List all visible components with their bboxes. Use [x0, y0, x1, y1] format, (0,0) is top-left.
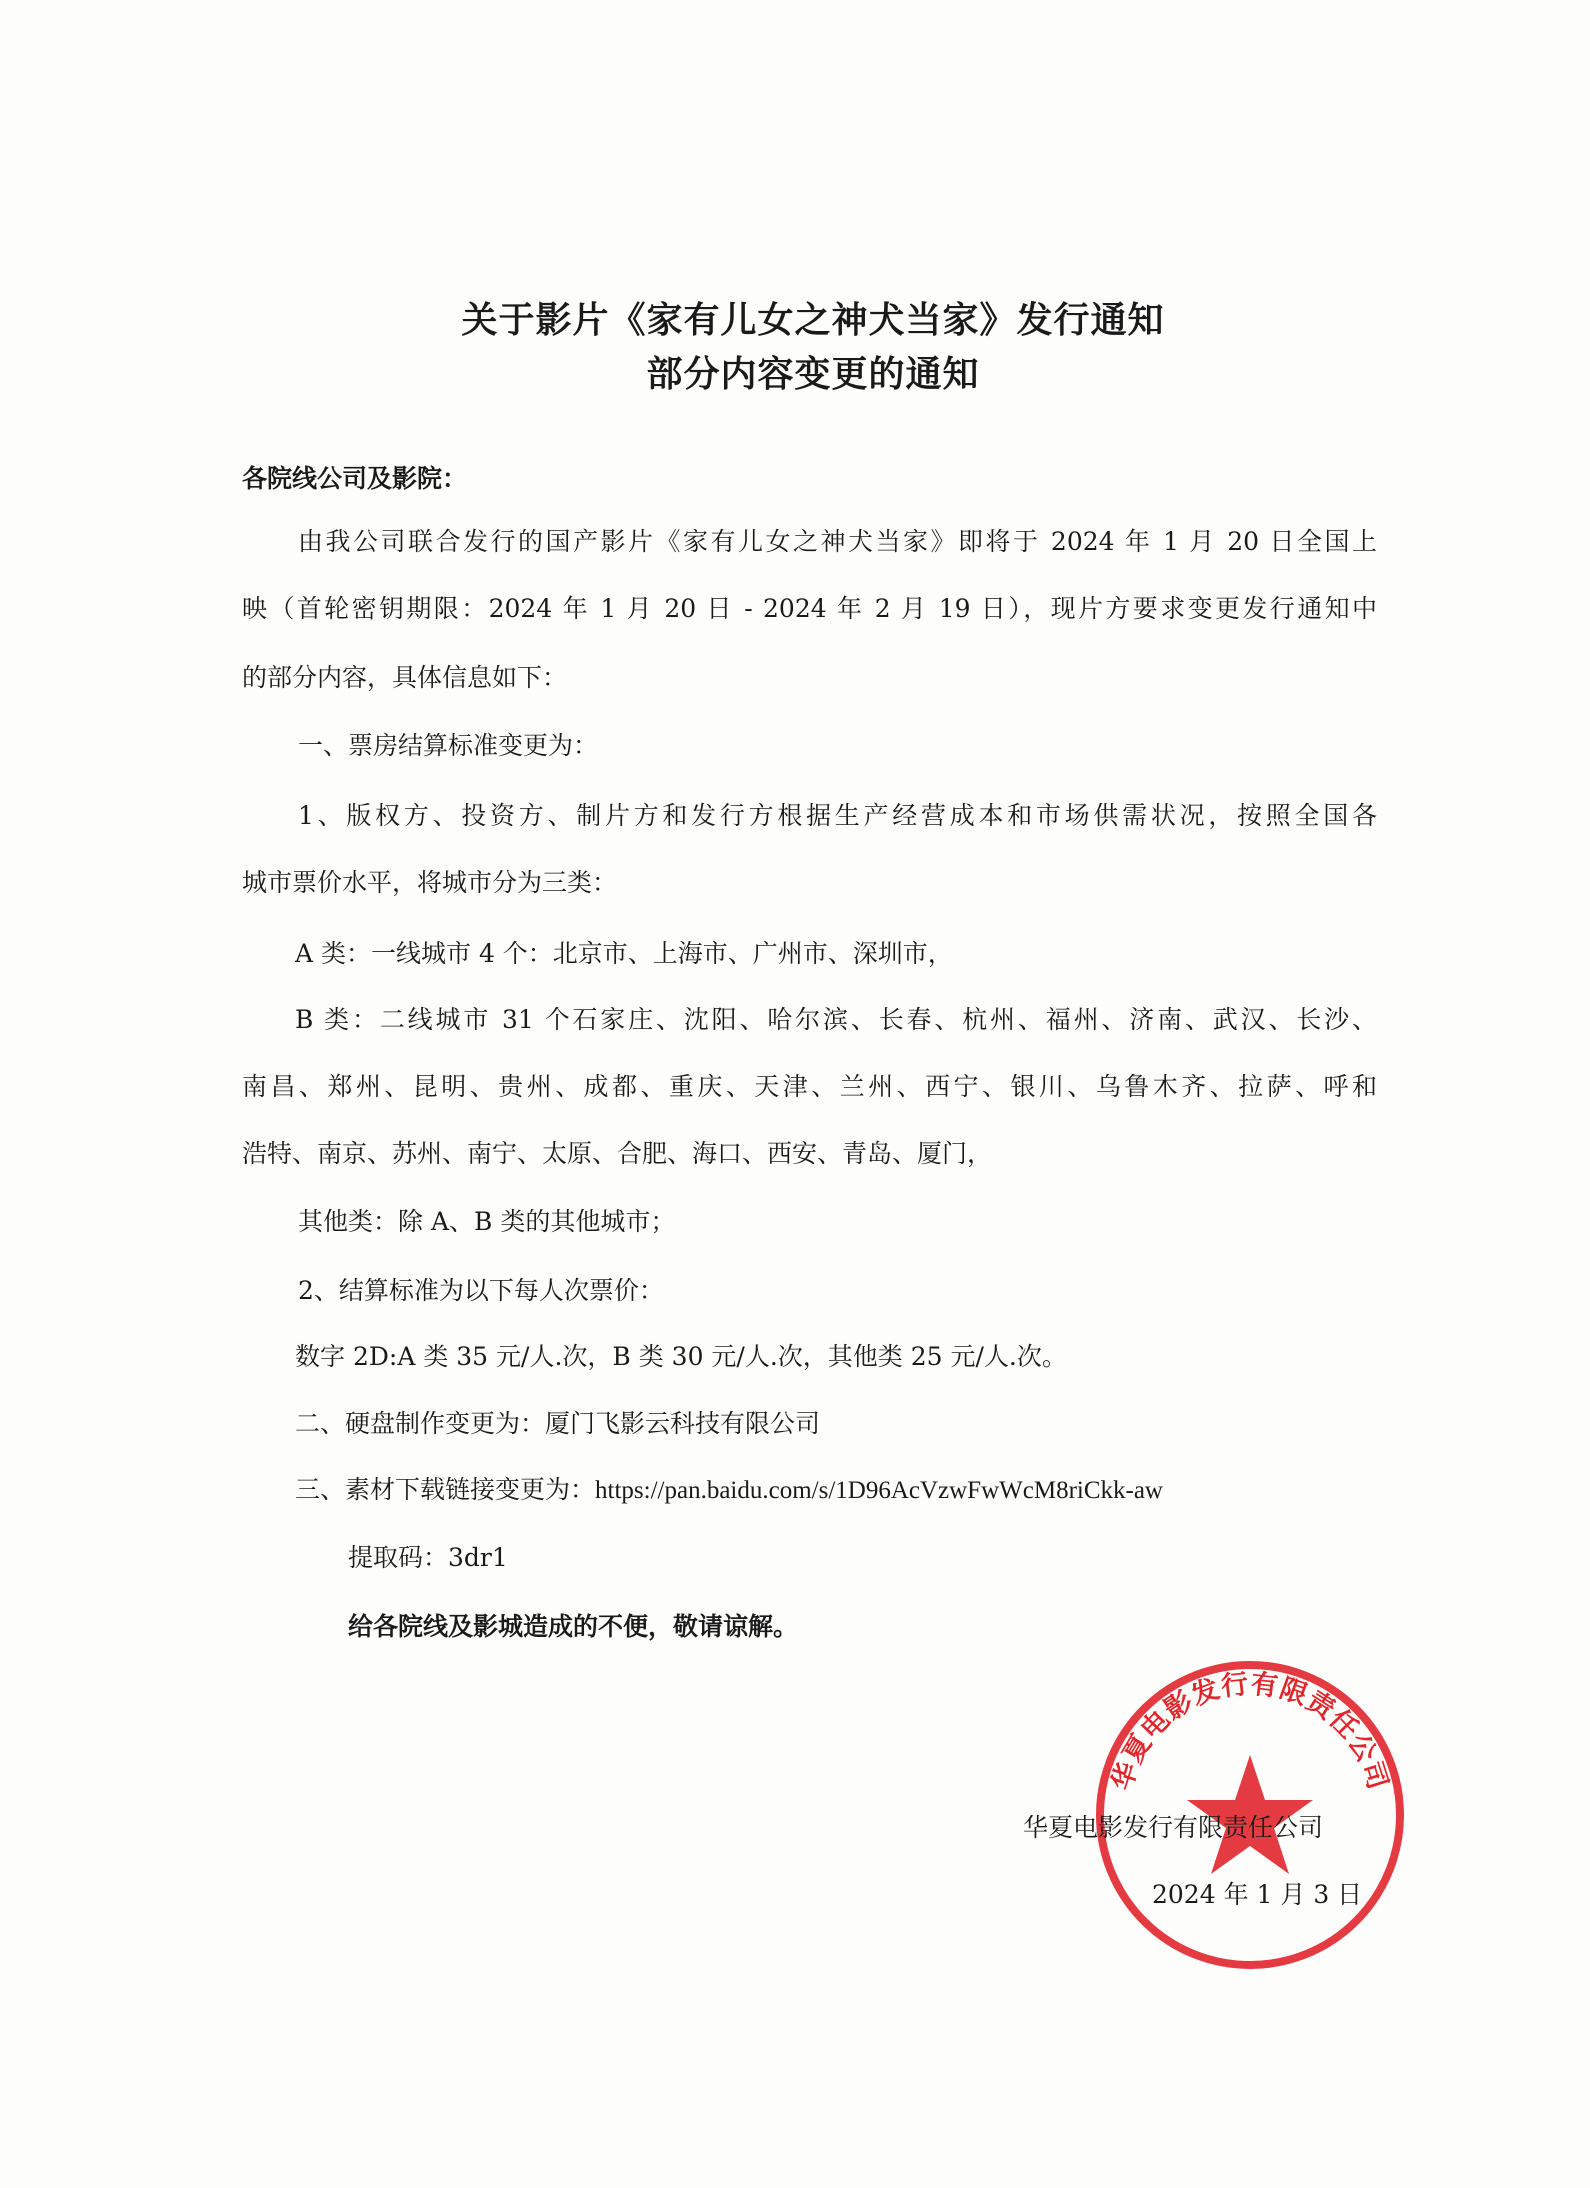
- title-line2: 部分内容变更的通知: [646, 353, 980, 395]
- class-b-line: 南昌、郑州、昆明、贵州、成都、重庆、天津、兰州、西宁、银川、乌鲁木齐、拉萨、呼和: [242, 1072, 1377, 1101]
- apology: 给各院线及影城造成的不便，敬请谅解。: [348, 1612, 799, 1641]
- section3: [295, 1475, 1163, 1506]
- signature-company: 华夏电影发行有限责任公司: [1023, 1813, 1324, 1842]
- intro-line: 映（首轮密钥期限：2024 年 1 月 20 日 - 2024 年 2 月 19 日），现片方要求变更发行通知中: [242, 594, 1377, 623]
- item1-line: 城市票价水平，将城市分为三类：: [242, 868, 618, 897]
- download-link[interactable]: https://pan.baidu.com/s/1D96AcVzwFwWcM8riCkk-aw: [595, 1477, 1163, 1504]
- class-other: 其他类：除 A、B 类的其他城市；: [298, 1207, 676, 1236]
- section2: 二、硬盘制作变更为：厦门飞影云科技有限公司: [295, 1409, 821, 1438]
- item2: 2、结算标准为以下每人次票价：: [298, 1276, 664, 1305]
- signature-date: 2024 年 1 月 3 日: [1152, 1880, 1363, 1909]
- class-b-line: B 类：二线城市 31 个石家庄、沈阳、哈尔滨、长春、杭州、福州、济南、武汉、长沙、: [295, 1005, 1377, 1034]
- prices: 数字 2D:A 类 35 元/人.次，B 类 30 元/人.次，其他类 25 元/人.次。: [295, 1342, 1067, 1371]
- section1-heading: 一、票房结算标准变更为：: [298, 731, 599, 760]
- section3-label: 三、素材下载链接变更为：: [295, 1475, 596, 1504]
- intro-line: 的部分内容，具体信息如下：: [242, 663, 568, 692]
- seal-text: 华夏电影发行有限责任公司: [1106, 1668, 1394, 1794]
- title-line1: 关于影片《家有儿女之神犬当家》发行通知: [461, 299, 1165, 341]
- greeting: 各院线公司及影院：: [242, 464, 468, 493]
- class-b-line: 浩特、南京、苏州、南宁、太原、合肥、海口、西安、青岛、厦门，: [242, 1139, 993, 1168]
- class-a: A 类：一线城市 4 个：北京市、上海市、广州市、深圳市，: [295, 939, 953, 968]
- item1-line: 1、版权方、投资方、制片方和发行方根据生产经营成本和市场供需状况，按照全国各: [298, 801, 1377, 830]
- extraction-code: 提取码：3dr1: [348, 1543, 508, 1572]
- intro-line: 由我公司联合发行的国产影片《家有儿女之神犬当家》即将于 2024 年 1 月 20 日全国上: [298, 527, 1377, 556]
